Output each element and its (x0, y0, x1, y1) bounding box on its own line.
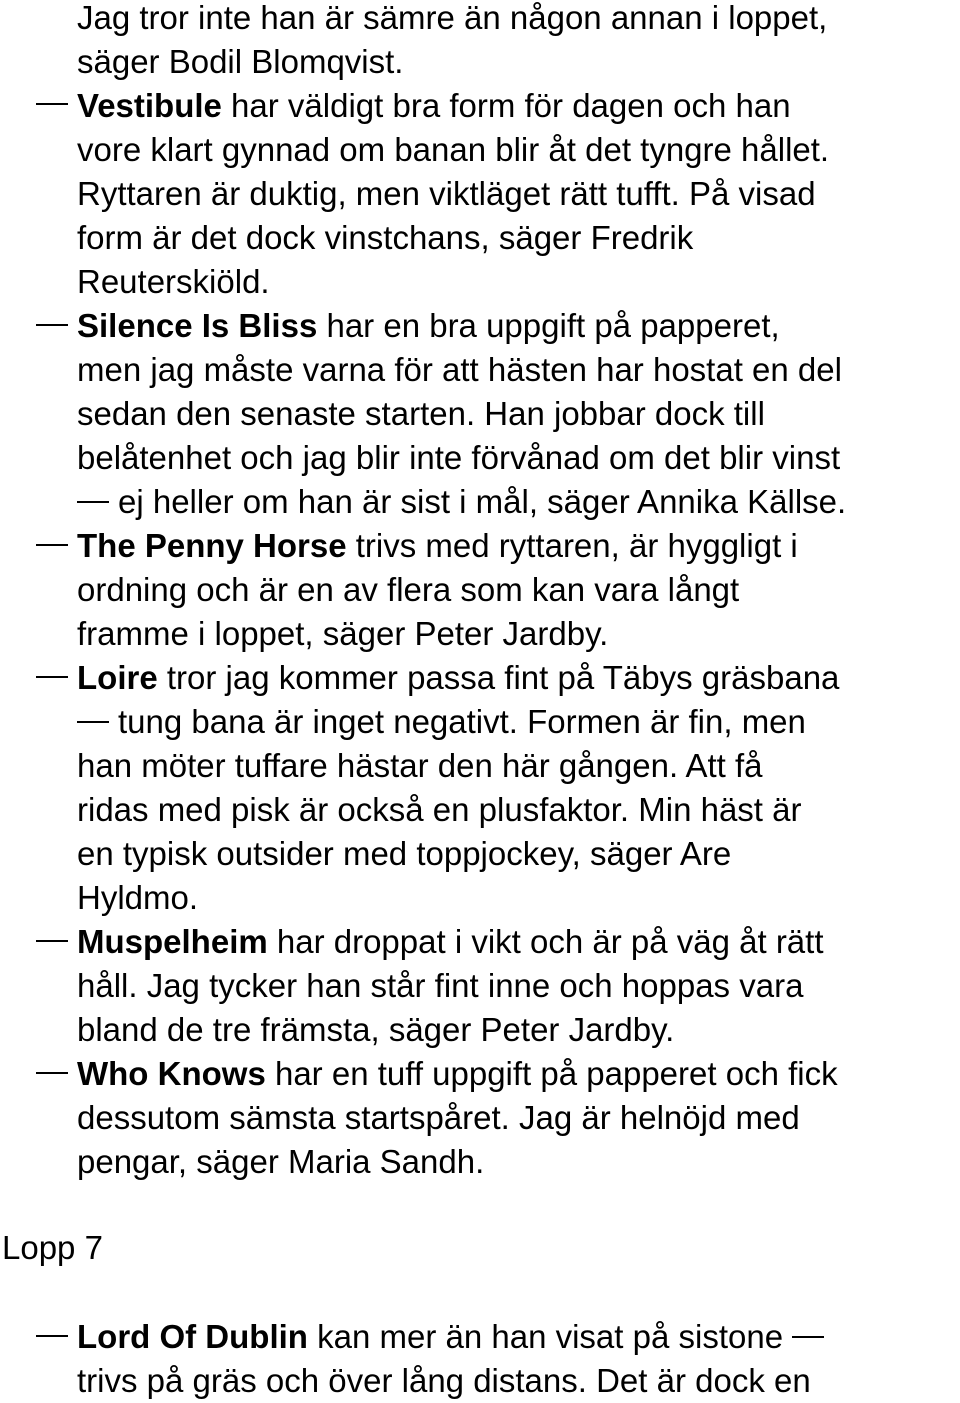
intro-paragraph (77, 0, 960, 84)
comment-text: har en tuff uppgift på papperet och fick (265, 1055, 838, 1092)
comment-the-penny-horse (77, 524, 960, 656)
text-line: Reuterskiöld. (77, 263, 270, 300)
text-line (77, 524, 960, 568)
text-line: pengar, säger Maria Sandh. (77, 1143, 485, 1180)
text-line: en typisk outsider med toppjockey, säger Are (77, 835, 732, 872)
comment-who-knows (77, 1052, 960, 1184)
text-line: vore klart gynnad om banan blir åt det tyngre hållet. (77, 131, 830, 168)
text-line (77, 84, 960, 128)
list-dash (36, 544, 68, 546)
text-line: belåtenhet och jag blir inte förvånad om det blir vinst (77, 439, 841, 476)
text-line: håll. Jag tycker han står fint inne och hoppas vara (77, 967, 804, 1004)
text-line: ridas med pisk är också en plusfaktor. Min häst är (77, 791, 802, 828)
text-line: Jag tror inte han är sämre än någon annan i loppet, (77, 0, 828, 36)
text-line (77, 1315, 960, 1359)
comment-silence-is-bliss (77, 304, 960, 524)
text-line: Hyldmo. (77, 879, 199, 916)
text-line: han möter tuffare hästar den här gången. Att få (77, 747, 763, 784)
list-dash (36, 324, 68, 326)
text-line: men jag måste varna för att hästen har hostat en del (77, 351, 842, 388)
comment-lord-of-dublin (77, 1315, 960, 1403)
comment-text: trivs med ryttaren, är hyggligt i (346, 527, 798, 564)
horse-name: Who Knows (77, 1055, 266, 1092)
inline-dash (77, 721, 109, 723)
text-line (77, 920, 960, 964)
text-line (77, 480, 960, 524)
comment-muspelheim (77, 920, 960, 1052)
list-dash (36, 103, 68, 105)
comment-text: tror jag kommer passa fint på Täbys gräsbana (157, 659, 840, 696)
comment-loire (77, 656, 960, 920)
inline-dash (77, 501, 109, 503)
text-line: form är det dock vinstchans, säger Fredrik (77, 219, 694, 256)
comment-text: tung bana är inget negativt. Formen är fin, men (118, 703, 806, 740)
comment-text: kan mer än han visat på sistone (307, 1318, 784, 1355)
horse-name: Vestibule (77, 87, 222, 124)
text-line: bland de tre främsta, säger Peter Jardby. (77, 1011, 675, 1048)
text-line: trivs på gräs och över lång distans. Det är dock en (77, 1362, 811, 1399)
text-line: sedan den senaste starten. Han jobbar dock till (77, 395, 765, 432)
comment-text: har väldigt bra form för dagen och han (221, 87, 791, 124)
list-dash (36, 1072, 68, 1074)
text-line (77, 304, 960, 348)
comment-text: ej heller om han är sist i mål, säger Annika Källse. (118, 483, 847, 520)
horse-name: The Penny Horse (77, 527, 347, 564)
text-line (77, 700, 960, 744)
list-dash (36, 1335, 68, 1337)
comment-text: har en bra uppgift på papperet, (317, 307, 780, 344)
text-line (77, 1052, 960, 1096)
horse-name: Loire (77, 659, 158, 696)
text-line: dessutom sämsta startspåret. Jag är helnöjd med (77, 1099, 800, 1136)
comment-vestibule (77, 84, 960, 304)
horse-name: Muspelheim (77, 923, 268, 960)
list-dash (36, 676, 68, 678)
comment-text: har droppat i vikt och är på väg åt rätt (267, 923, 824, 960)
inline-dash (792, 1336, 824, 1338)
list-dash (36, 940, 68, 942)
text-line: ordning och är en av flera som kan vara långt (77, 571, 740, 608)
section-heading: Lopp 7 (2, 1229, 103, 1266)
text-line: Ryttaren är duktig, men viktläget rätt tufft. På visad (77, 175, 816, 212)
horse-name: Silence Is Bliss (77, 307, 318, 344)
horse-name: Lord Of Dublin (77, 1318, 308, 1355)
text-line (77, 656, 960, 700)
text-line: framme i loppet, säger Peter Jardby. (77, 615, 609, 652)
text-line: säger Bodil Blomqvist. (77, 43, 404, 80)
